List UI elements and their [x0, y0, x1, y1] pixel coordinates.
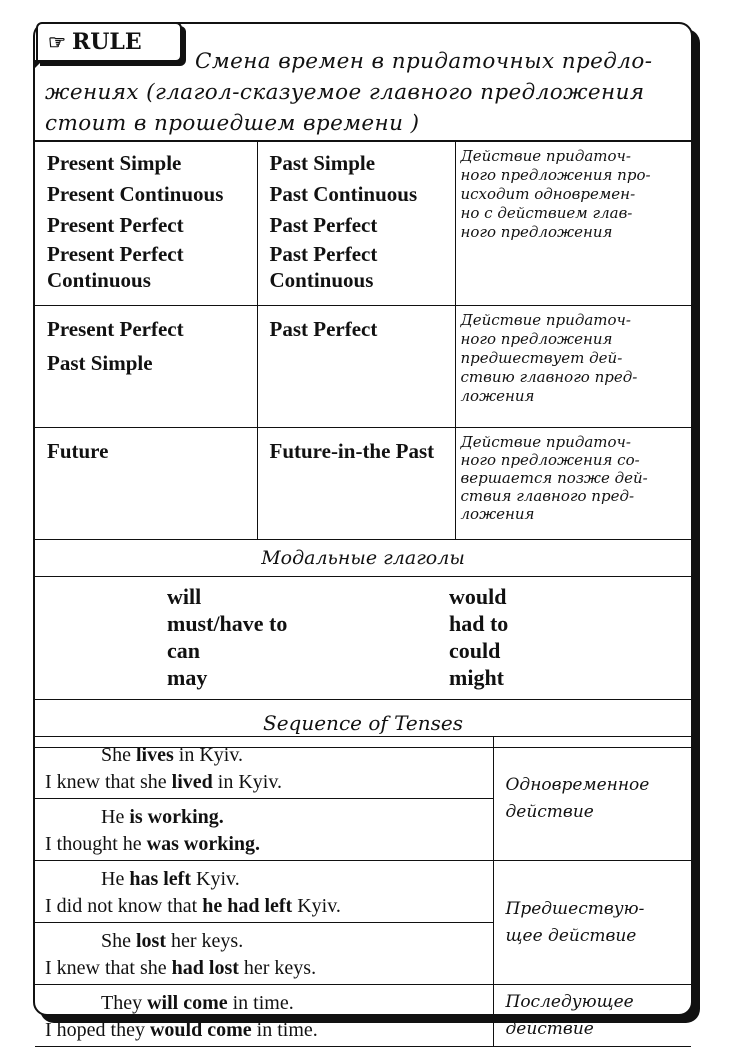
tense-text: Past Perfect [269, 242, 378, 266]
tense-text: Future-in-the Past [269, 438, 435, 463]
desc-line: Действие придаточ- [460, 432, 631, 451]
table-row [35, 427, 691, 539]
example-cell [35, 799, 493, 861]
present-cell [35, 427, 257, 539]
desc-line: Действие придаточ- [460, 147, 631, 165]
example-text: I did not know that [45, 895, 203, 917]
desc-line: ного предложения [460, 223, 613, 241]
desc-line: ного предложения [460, 329, 613, 348]
example-cell [35, 861, 493, 923]
present-cell [35, 142, 257, 305]
tense-text: Past Simple [269, 151, 376, 175]
example-text: I hoped they [45, 1019, 150, 1041]
rule-card [33, 22, 693, 1041]
desc-line: ствию главного пред- [460, 367, 638, 386]
label-line: Последующее [505, 991, 634, 1012]
label-line: щее действие [505, 925, 637, 946]
modal-verb: may [167, 664, 208, 690]
example-verb: lost [136, 930, 166, 952]
example-row [35, 737, 691, 799]
example-text: her keys. [238, 957, 317, 979]
tense-change-table [35, 142, 691, 748]
tense-text: Past Perfect [269, 213, 378, 237]
example-text: in Kyiv. [212, 771, 283, 793]
header-line-1: Смена времен в придаточных предло- [195, 49, 653, 74]
header-line-2: жениях (глагол-сказуемое главного предложения [45, 80, 645, 105]
modal-verb: had to [449, 610, 509, 636]
tense-text: Present Perfect [47, 242, 184, 266]
tense-text: Present Perfect [47, 316, 184, 341]
example-cell [35, 985, 493, 1047]
example-cell [35, 923, 493, 985]
modal-past-column [449, 583, 508, 691]
pointing-hand-icon: ☞ [48, 30, 66, 54]
example-text: in time. [251, 1019, 318, 1041]
example-text: her keys. [166, 930, 244, 952]
modal-verbs-title: Модальные глаголы [35, 539, 691, 576]
subsequent-label [493, 985, 691, 1047]
header-line-3: стоит в прошедшем времени ) [45, 111, 420, 136]
example-text: Kyiv. [191, 868, 240, 890]
tense-text: Present Continuous [47, 182, 224, 206]
example-text: She [101, 930, 136, 952]
rule-badge [36, 22, 182, 62]
desc-line: исходит одновремен- [460, 185, 636, 203]
description-cell [455, 305, 691, 427]
tense-text: Future [47, 438, 109, 463]
example-verb: would come [149, 1019, 252, 1041]
examples-table [35, 736, 691, 1047]
simultaneous-label [493, 737, 691, 861]
table-row [35, 539, 691, 576]
example-row [35, 985, 691, 1047]
sequence-title: Sequence of Tenses [35, 699, 691, 747]
example-row [35, 861, 691, 923]
present-cell [35, 305, 257, 427]
tense-text: Past Simple [47, 350, 153, 375]
desc-line: вершается позже дей- [460, 468, 648, 487]
example-text: He [101, 868, 130, 890]
description-cell [455, 142, 691, 305]
past-cell [257, 305, 455, 427]
example-text: I thought he [45, 833, 147, 855]
example-verb: lives [136, 744, 174, 766]
example-text: Kyiv. [292, 895, 341, 917]
example-cell [35, 737, 493, 799]
example-text: in time. [227, 992, 294, 1014]
modal-verb: must/have to [167, 610, 288, 636]
desc-line: ствия главного пред- [460, 486, 635, 505]
example-text: I knew that she [45, 957, 172, 979]
example-verb: has left [129, 868, 191, 890]
modal-verb: can [167, 637, 200, 663]
desc-line: предшествует дей- [460, 348, 623, 367]
modal-verb: could [449, 637, 501, 663]
prior-label [493, 861, 691, 985]
desc-line: ного предложения со- [460, 450, 640, 469]
label-line: Предшествую- [505, 898, 645, 919]
example-text: in Kyiv. [173, 744, 244, 766]
tense-text: Past Perfect [269, 316, 378, 341]
modal-verbs-list [35, 576, 691, 699]
modal-verb: will [167, 583, 202, 609]
label-line: Одновременное [505, 774, 650, 795]
desc-line: но с действием глав- [460, 204, 633, 222]
description-cell [455, 427, 691, 539]
tense-text: Continuous [47, 268, 151, 292]
desc-line: Действие придаточ- [460, 310, 631, 329]
example-verb: lived [171, 771, 213, 793]
table-row [35, 576, 691, 699]
desc-line: ного предложения про- [460, 166, 651, 184]
past-cell [257, 427, 455, 539]
past-cell [257, 142, 455, 305]
tense-text: Present Perfect [47, 213, 184, 237]
example-verb: is working. [129, 806, 224, 828]
example-verb: will come [147, 992, 228, 1014]
rule-label: RULE [71, 29, 142, 55]
table-row [35, 142, 691, 305]
example-verb: was working. [146, 833, 261, 855]
tense-text: Past Continuous [269, 182, 418, 206]
label-line: действие [505, 801, 594, 822]
example-text: He [101, 806, 130, 828]
example-text: They [101, 992, 148, 1014]
example-text: I knew that she [45, 771, 172, 793]
modal-verb: might [449, 664, 504, 690]
example-verb: he had left [202, 895, 293, 917]
modal-verb: would [449, 583, 507, 609]
tense-text: Present Simple [47, 151, 182, 175]
desc-line: ложения [460, 386, 535, 405]
modal-present-column [167, 583, 287, 691]
desc-line: ложения [460, 504, 535, 523]
example-text: She [101, 744, 136, 766]
example-verb: had lost [171, 957, 239, 979]
label-line: действие [505, 1018, 594, 1039]
table-row [35, 305, 691, 427]
tense-text: Continuous [269, 268, 374, 292]
